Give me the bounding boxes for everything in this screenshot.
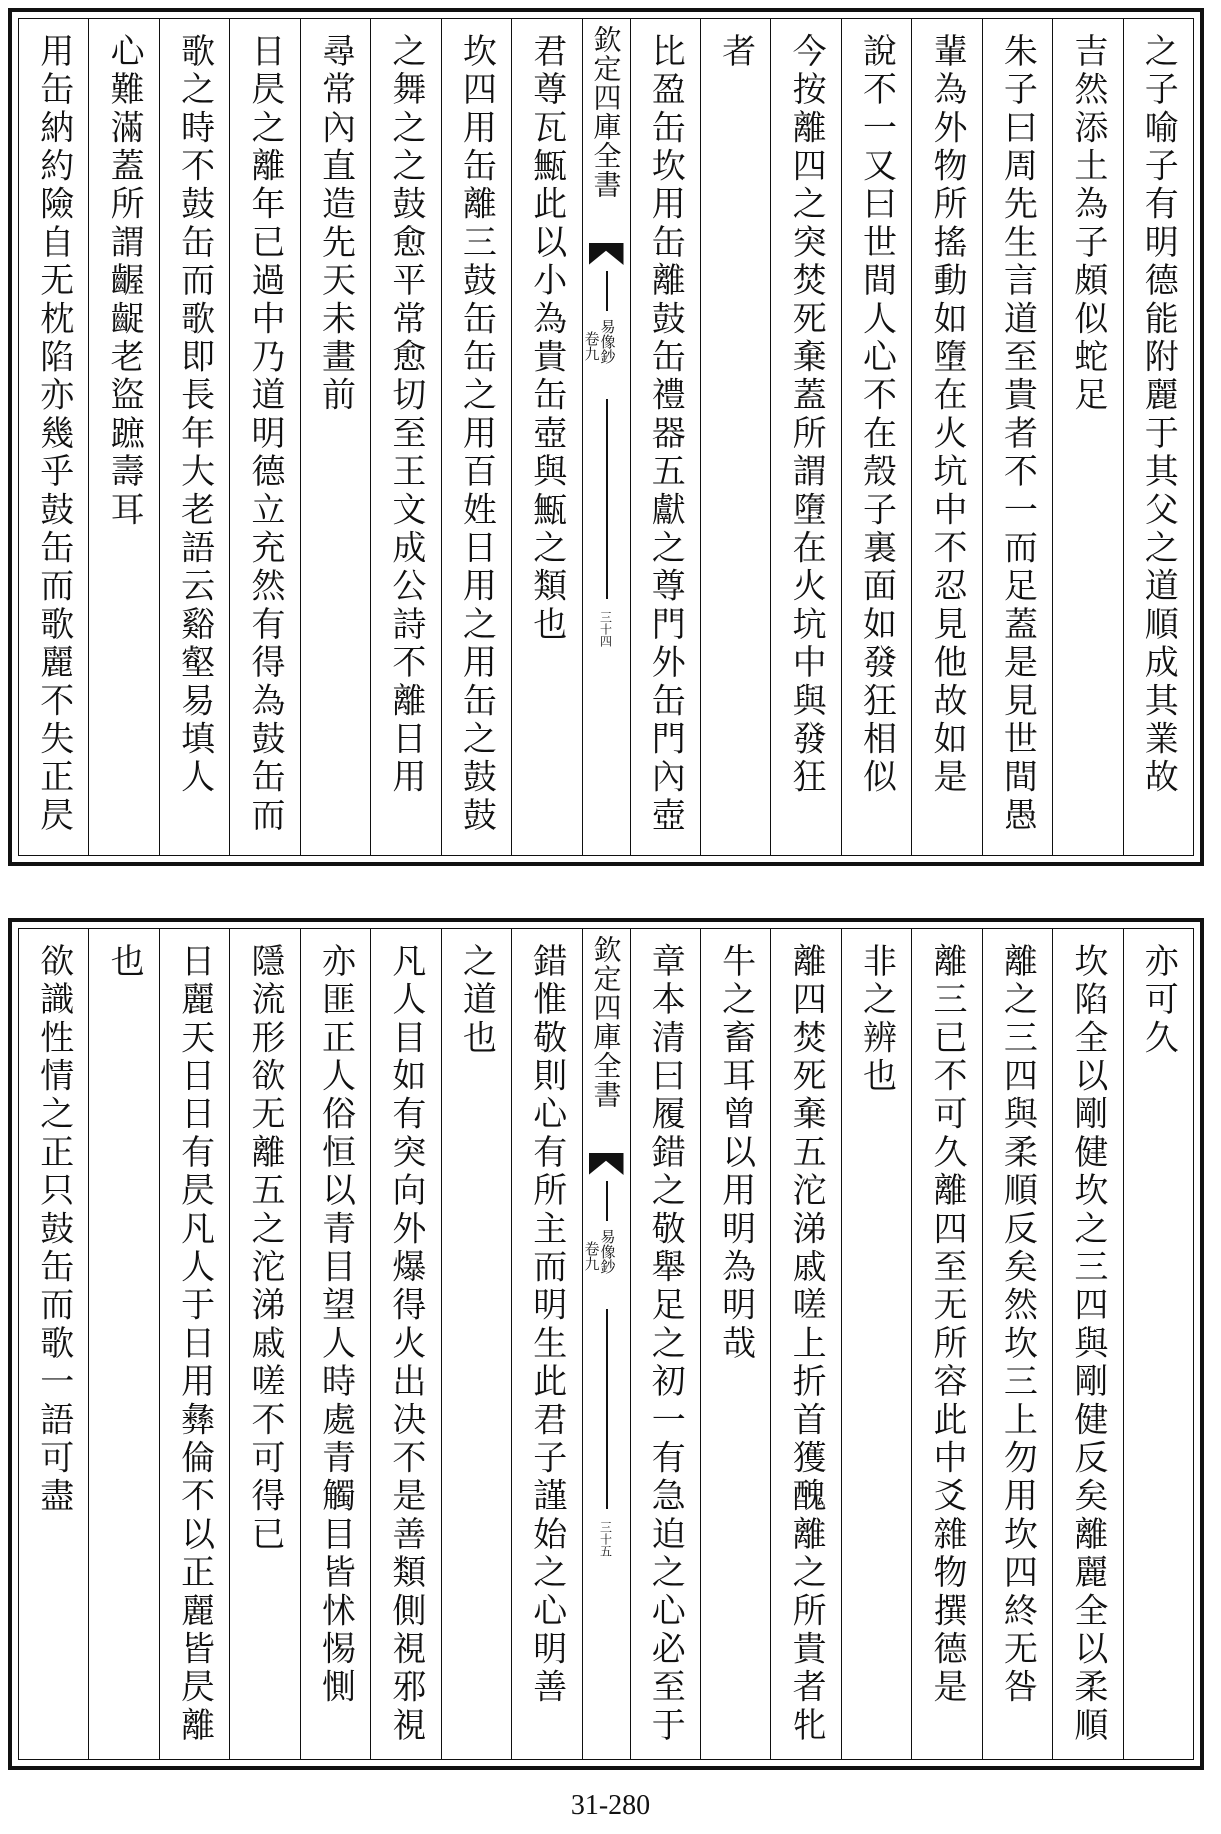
- book-title: 易像鈔: [598, 1229, 617, 1274]
- bottom-page-text-frame: [18, 928, 1194, 1760]
- column-text: 用缶納約險自无枕陷亦幾乎鼓缶而歌麗不失正昃: [33, 33, 74, 836]
- column-text: 亦可久: [1138, 943, 1179, 1058]
- fold-guide-line: [606, 1181, 608, 1221]
- column-text: 非之辨也: [856, 943, 897, 1096]
- collection-title: 欽定四庫全書: [589, 935, 623, 1109]
- column-text: 吉然添土為子頗似蛇足: [1067, 33, 1108, 415]
- column-text: 欲識性情之正只鼓缶而歌一語可盡: [33, 943, 74, 1516]
- fold-guide-line: [606, 399, 608, 599]
- column-text: 之道也: [456, 943, 497, 1058]
- column-text: 離四焚死棄五沱涕戚嗟上折首獲醜離之所貴者牝: [786, 943, 827, 1746]
- column-text: 歌之時不鼓缶而歌即長年大老語云谿壑易填人: [174, 33, 215, 797]
- text-column: [770, 19, 840, 855]
- text-column: [300, 929, 370, 1759]
- column-text: 之子喻子有明德能附麗于其父之道順成其業故: [1138, 33, 1179, 797]
- text-column: [88, 929, 158, 1759]
- folio-number: 三十五: [598, 1521, 613, 1557]
- text-column: [19, 929, 88, 1759]
- column-text: 日昃之離年已過中乃道明德立充然有得為鼓缶而: [245, 33, 286, 836]
- text-column: [911, 19, 981, 855]
- text-column: [300, 19, 370, 855]
- column-text: 心難滿蓋所謂齷齪老盜蹠壽耳: [104, 33, 145, 530]
- text-column: [630, 19, 700, 855]
- text-column: [770, 929, 840, 1759]
- column-text: 者: [715, 33, 756, 72]
- fishtail-mark: [589, 243, 624, 265]
- text-column: [88, 19, 158, 855]
- column-text: 亦匪正人俗恒以青目望人時處青觸目皆怵惕惻: [315, 943, 356, 1707]
- bottom-page: [8, 918, 1204, 1770]
- text-column: [982, 929, 1052, 1759]
- column-text: 尋常內直造先天未畫前: [315, 33, 356, 415]
- text-column: [982, 19, 1052, 855]
- column-text: 章本清曰履錯之敬舉足之初一有急迫之心必至于: [645, 943, 686, 1746]
- column-text: 也: [104, 943, 145, 982]
- column-text: 輩為外物所搖動如墮在火坑中不忍見他故如是: [926, 33, 967, 797]
- column-text: 說不一又曰世間人心不在殼子裏面如發狂相似: [856, 33, 897, 797]
- text-column: [441, 929, 511, 1759]
- text-column: [159, 19, 229, 855]
- volume-label: 卷九: [582, 1241, 601, 1271]
- fold-guide-line: [606, 271, 608, 311]
- text-column: [370, 19, 440, 855]
- text-column: [1052, 19, 1122, 855]
- text-column: [441, 19, 511, 855]
- text-column: [841, 19, 911, 855]
- column-text: 離之三四與柔順反矣然坎三上勿用坎四終无咎: [997, 943, 1038, 1707]
- fold-center-column: [582, 19, 630, 855]
- text-column: [511, 929, 581, 1759]
- column-text: 牛之畜耳曾以用明為明哉: [715, 943, 756, 1364]
- column-text: 比盈缶坎用缶離鼓缶禮器五獻之尊門外缶門內壺: [645, 33, 686, 836]
- column-text: 君尊瓦甒此以小為貴缶壺與甒之類也: [526, 33, 567, 645]
- text-column: [229, 19, 299, 855]
- text-column: [700, 19, 770, 855]
- top-page: [8, 8, 1204, 866]
- column-text: 之舞之之鼓愈平常愈切至王文成公詩不離日用: [385, 33, 426, 797]
- column-text: 坎四用缶離三鼓缶缶之用百姓日用之用缶之鼓鼓: [456, 33, 497, 836]
- column-text: 離三已不可久離四至无所容此中爻雜物撰德是: [926, 943, 967, 1707]
- text-column: [911, 929, 981, 1759]
- folio-number: 三十四: [598, 611, 613, 647]
- column-text: 日麗天日日有昃凡人于日用彝倫不以正麗皆昃離: [174, 943, 215, 1746]
- text-column: [370, 929, 440, 1759]
- fishtail-mark: [589, 1153, 624, 1175]
- top-page-text-frame: [18, 18, 1194, 856]
- column-text: 朱子曰周先生言道至貴者不一而足蓋是見世間愚: [997, 33, 1038, 836]
- column-text: 錯惟敬則心有所主而明生此君子謹始之心明善: [526, 943, 567, 1707]
- book-title: 易像鈔: [598, 319, 617, 364]
- column-text: 隱流形欲无離五之沱涕戚嗟不可得已: [245, 943, 286, 1555]
- text-column: [159, 929, 229, 1759]
- fold-guide-line: [606, 1309, 608, 1509]
- column-text: 坎陷全以剛健坎之三四與剛健反矣離麗全以柔順: [1067, 943, 1108, 1746]
- collection-title: 欽定四庫全書: [589, 25, 623, 199]
- column-text: 凡人目如有突向外爆得火出决不是善類側視邪視: [385, 943, 426, 1746]
- column-text: 今按離四之突焚死棄蓋所謂墮在火坑中與發狂: [786, 33, 827, 797]
- text-column: [700, 929, 770, 1759]
- text-column: [1123, 929, 1193, 1759]
- volume-label: 卷九: [582, 331, 601, 361]
- text-column: [229, 929, 299, 1759]
- text-column: [511, 19, 581, 855]
- page-number-label: 31-280: [570, 1790, 651, 1821]
- fold-center-column: [582, 929, 630, 1759]
- text-column: [630, 929, 700, 1759]
- text-column: [1123, 19, 1193, 855]
- text-column: [841, 929, 911, 1759]
- text-column: [19, 19, 88, 855]
- text-column: [1052, 929, 1122, 1759]
